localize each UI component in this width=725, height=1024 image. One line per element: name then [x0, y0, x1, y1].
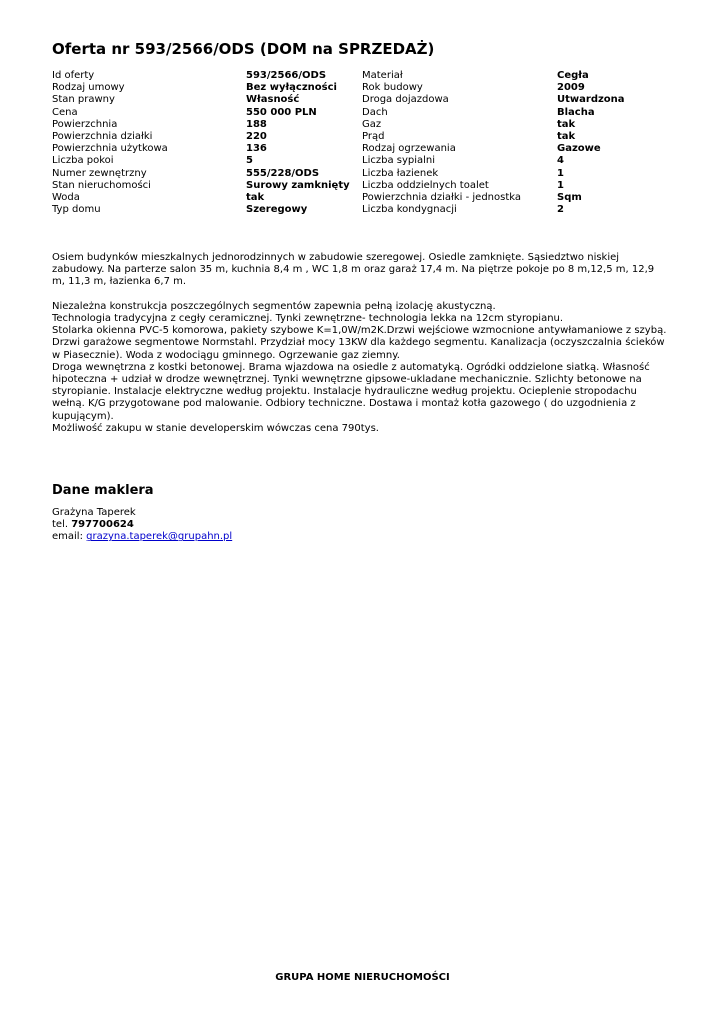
property-label: Powierzchnia działki - jednostka	[362, 191, 522, 203]
property-value: Sqm	[557, 191, 582, 203]
property-label: Liczba kondygnacji	[362, 204, 457, 216]
description-paragraph: Niezależna konstrukcja poszczególnych segmentów zapewnia pełną izolację akustyczną. Technologia tradycyjna z cegły ceramicznej. Tynki zewnętrzne- technologia lekka na 12cm styropianu. Stolarka okienna PVC-5 komorowa, pakiety szybowe K=1,0W/m2K.Drzwi wejściowe wzmocnione antywłamaniowe z szybą. Drzwi garażowe segmentowe Normstahl. Przydział mocy 13KW dla każdego segmentu. Kanalizacja (oczyszczalnia ścieków w Piasecznie). Woda z wodociągu gminnego. Ogrzewanie gaz ziemny. Droga wewnętrzna z kostki betonowej. Brama wjazdowa na osiedle z automatyką. Ogródki oddzielone siatką. Własność hipoteczna + udział w drodze wewnętrznej. Tynki wewnętrzne gipsowe-ukladane mechanicznie. Szlichty betonowe na styropianie. Instalacje elektryczne według projektu. Instalacje hydrauliczne według projektu. Ocieplenie stropodachu wełną. K/G przygotowane pod malowanie. Odbiory techniczne. Dostawa i montaż kotła gazowego ( do uzgodnienia z kupującym). Możliwość zakupu w stanie developerskim wówczas cena 790tys.	[52, 300, 667, 434]
agent-details	[52, 507, 232, 544]
property-value: Gazowe	[557, 143, 601, 155]
property-value: 2	[557, 204, 564, 216]
property-label: Powierzchnia	[52, 118, 118, 130]
property-label: Liczba oddzielnych toalet	[362, 179, 489, 191]
property-label: Prąd	[362, 130, 385, 142]
property-value: Cegła	[557, 70, 589, 81]
property-value: Utwardzona	[557, 94, 625, 106]
footer-company: GRUPA HOME NIERUCHOMOŚCI	[275, 972, 450, 983]
property-value: Szeregowy	[246, 204, 308, 216]
property-label: Liczba pokoi	[52, 155, 114, 167]
property-value: 555/228/ODS	[246, 167, 320, 179]
property-label: Numer zewnętrzny	[52, 167, 147, 179]
agent-name: Grażyna Taperek	[52, 507, 136, 518]
property-label: Gaz	[362, 118, 382, 130]
property-value: 1	[557, 179, 564, 191]
property-label: Droga dojazdowa	[362, 94, 449, 106]
property-value: Własność	[246, 94, 300, 106]
description-paragraph: Osiem budynków mieszkalnych jednorodzinnych w zabudowie szeregowej. Osiedle zamknięte. Sąsiedztwo niskiej zabudowy. Na parterze salon 35 m, kuchnia 8,4 m , WC 1,8 m oraz garaż 17,4 m. Na piętrze pokoje po 8 m,12,5 m, 12,9 m, 11,3 m, łazienka 6,7 m.	[52, 252, 655, 288]
agent-phone-line	[52, 519, 232, 531]
agent-email-line	[52, 531, 232, 543]
property-label: Powierzchnia działki	[52, 130, 153, 142]
property-value: 188	[246, 118, 267, 130]
property-value: tak	[557, 130, 576, 142]
property-label: Liczba łazienek	[362, 167, 439, 179]
property-value: Blacha	[557, 106, 595, 118]
property-label: Stan prawny	[52, 94, 115, 106]
agent-phone: 797700624	[71, 519, 134, 531]
property-value: 2009	[557, 82, 585, 94]
property-label: Typ domu	[52, 204, 101, 216]
agent-email-label: email:	[52, 531, 83, 543]
property-value: 550 000 PLN	[246, 106, 317, 118]
property-label: Rodzaj ogrzewania	[362, 143, 456, 155]
property-label: Rok budowy	[362, 82, 423, 94]
property-label: Dach	[362, 106, 388, 118]
property-value: 4	[557, 155, 564, 167]
property-label: Stan nieruchomości	[52, 179, 151, 191]
offer-description	[52, 252, 667, 435]
property-value: Surowy zamknięty	[246, 179, 350, 191]
property-label: Id oferty	[52, 70, 95, 81]
property-value: 1	[557, 167, 564, 179]
property-value: 136	[246, 143, 267, 155]
property-label: Cena	[52, 106, 78, 118]
property-label: Materiał	[362, 70, 403, 81]
property-label: Powierzchnia użytkowa	[52, 143, 168, 155]
property-label: Rodzaj umowy	[52, 82, 125, 94]
property-value: Bez wyłączności	[246, 82, 337, 94]
offer-title: Oferta nr 593/2566/ODS (DOM na SPRZEDAŻ)	[52, 40, 435, 58]
property-value: tak	[557, 118, 576, 130]
property-value: 220	[246, 130, 267, 142]
agent-email-link[interactable]: grazyna.taperek@grupahn.pl	[86, 531, 233, 543]
agent-phone-label: tel.	[52, 519, 69, 531]
property-label: Woda	[52, 191, 80, 203]
property-value: 593/2566/ODS	[246, 70, 327, 81]
property-value: 5	[246, 155, 253, 167]
agent-heading: Dane maklera	[52, 483, 154, 498]
property-value: tak	[246, 191, 265, 203]
property-label: Liczba sypialni	[362, 155, 436, 167]
